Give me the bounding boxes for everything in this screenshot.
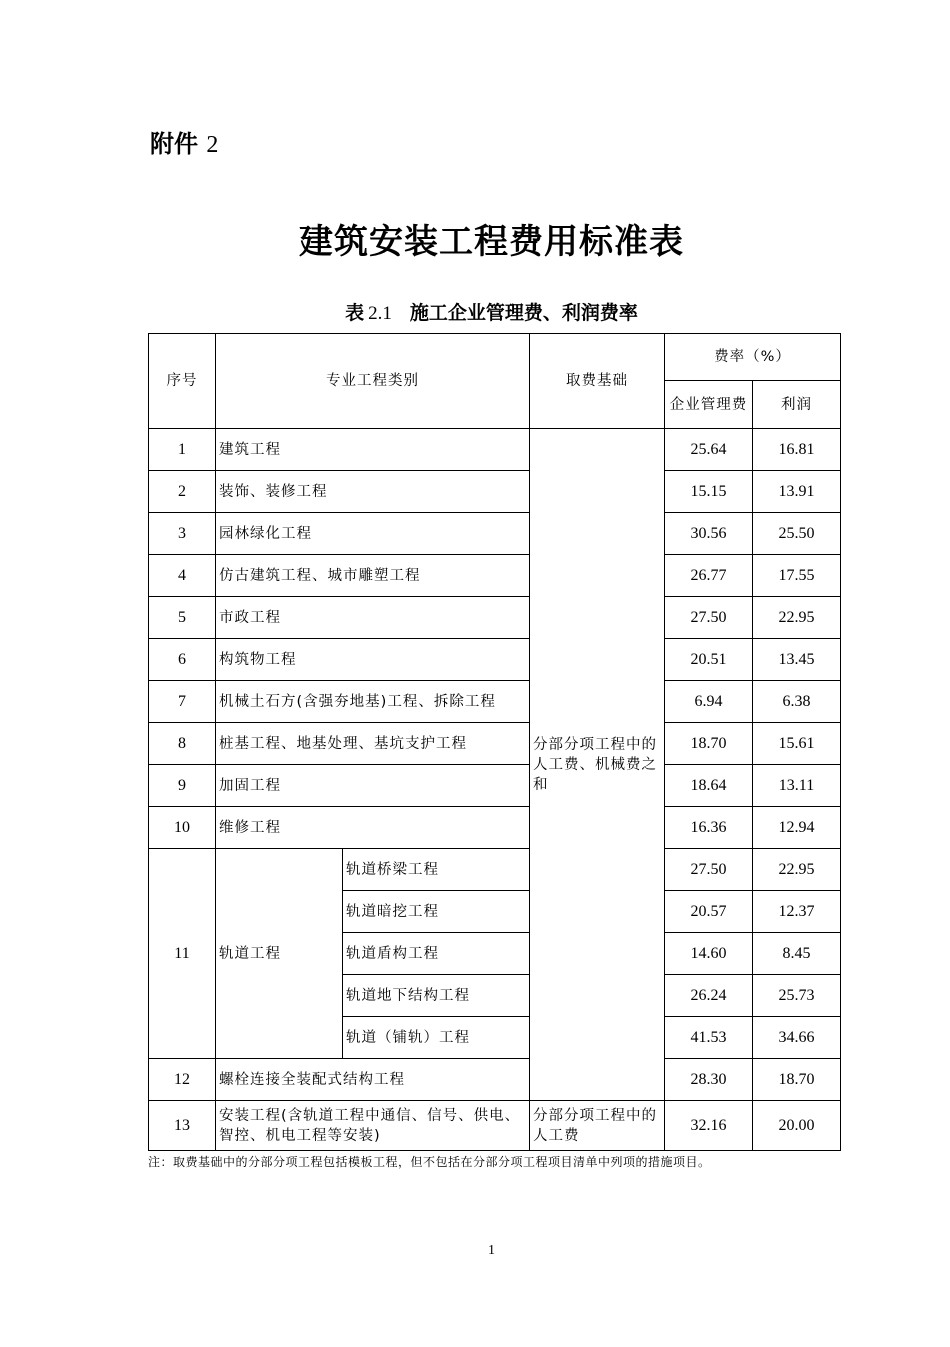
row-profit-rate: 18.70 [753,1059,841,1101]
table-note: 注：取费基础中的分部分项工程包括模板工程，但不包括在分部分项工程项目清单中列项的措施项目。 [148,1155,711,1169]
row-category: 安装工程(含轨道工程中通信、信号、供电、智控、机电工程等安装) [216,1101,530,1151]
row-seq: 6 [149,639,216,681]
row-profit-rate: 16.81 [753,429,841,471]
row-profit-rate: 22.95 [753,849,841,891]
row-profit-rate: 13.91 [753,471,841,513]
row-mgmt-rate: 20.51 [665,639,753,681]
table-title [0,298,950,325]
row-seq: 8 [149,723,216,765]
row-profit-rate: 13.11 [753,765,841,807]
row-profit-rate: 25.50 [753,513,841,555]
table-row [149,597,841,639]
row-mgmt-rate: 25.64 [665,429,753,471]
table-row [149,1101,841,1151]
row-mgmt-rate: 27.50 [665,849,753,891]
row-category: 建筑工程 [216,429,530,471]
header-rate: 费率（%） [665,334,841,381]
row-profit-rate: 12.37 [753,891,841,933]
table-title-prefix: 表 [345,302,365,324]
row-category: 市政工程 [216,597,530,639]
header-seq: 序号 [149,334,216,429]
row-profit-rate: 34.66 [753,1017,841,1059]
table-row [149,723,841,765]
table-row [149,1059,841,1101]
row-profit-rate: 25.73 [753,975,841,1017]
table-title-number: 2.1 [368,303,392,324]
row-category: 桩基工程、地基处理、基坑支护工程 [216,723,530,765]
row-seq: 3 [149,513,216,555]
row-category: 螺栓连接全装配式结构工程 [216,1059,530,1101]
row-mgmt-rate: 26.24 [665,975,753,1017]
row-seq: 10 [149,807,216,849]
header-mgmt: 企业管理费 [665,381,753,429]
row-mgmt-rate: 41.53 [665,1017,753,1059]
row-profit-rate: 12.94 [753,807,841,849]
row-mgmt-rate: 26.77 [665,555,753,597]
row-category: 装饰、装修工程 [216,471,530,513]
row-seq: 11 [149,849,216,1059]
row-seq: 4 [149,555,216,597]
table-row [149,639,841,681]
attachment-label [150,124,218,159]
row-mgmt-rate: 32.16 [665,1101,753,1151]
row-mgmt-rate: 16.36 [665,807,753,849]
table-row [149,849,841,891]
table-row [149,513,841,555]
basis-main-cell: 分部分项工程中的人工费、机械费之和 [530,429,665,1101]
row-mgmt-rate: 30.56 [665,513,753,555]
row-category: 构筑物工程 [216,639,530,681]
table-row [149,555,841,597]
row-seq: 7 [149,681,216,723]
table-row [149,807,841,849]
row-mgmt-rate: 18.70 [665,723,753,765]
row-profit-rate: 8.45 [753,933,841,975]
row-seq: 12 [149,1059,216,1101]
row-seq: 13 [149,1101,216,1151]
row-category: 机械土石方(含强夯地基)工程、拆除工程 [216,681,530,723]
row-subcategory: 轨道地下结构工程 [343,975,530,1017]
row-seq: 9 [149,765,216,807]
row-seq: 2 [149,471,216,513]
header-profit: 利润 [753,381,841,429]
row-profit-rate: 13.45 [753,639,841,681]
row-profit-rate: 17.55 [753,555,841,597]
attachment-number: 2 [206,132,219,158]
header-category: 专业工程类别 [216,334,530,429]
table-row [149,429,841,471]
row-category: 园林绿化工程 [216,513,530,555]
attachment-text: 附件 [150,130,198,158]
row-basis: 分部分项工程中的人工费 [530,1101,665,1151]
row-subcategory: 轨道盾构工程 [343,933,530,975]
fee-rate-table [148,333,841,1151]
row-subcategory: 轨道暗挖工程 [343,891,530,933]
table-row [149,471,841,513]
row-mgmt-rate: 20.57 [665,891,753,933]
row-profit-rate: 15.61 [753,723,841,765]
row-category: 加固工程 [216,765,530,807]
row-profit-rate: 20.00 [753,1101,841,1151]
document-title: 建筑安装工程费用标准表 [299,222,684,262]
row-profit-rate: 22.95 [753,597,841,639]
row-seq: 1 [149,429,216,471]
row-profit-rate: 6.38 [753,681,841,723]
table-row [149,681,841,723]
row-category: 维修工程 [216,807,530,849]
row-subcategory: 轨道桥梁工程 [343,849,530,891]
row-subcategory: 轨道（铺轨）工程 [343,1017,530,1059]
row-mgmt-rate: 28.30 [665,1059,753,1101]
header-basis: 取费基础 [530,334,665,429]
row-mgmt-rate: 6.94 [665,681,753,723]
page-number: 1 [488,1243,495,1258]
row-mgmt-rate: 15.15 [665,471,753,513]
table-row [149,765,841,807]
row-category: 仿古建筑工程、城市雕塑工程 [216,555,530,597]
row-category: 轨道工程 [216,849,343,1059]
row-seq: 5 [149,597,216,639]
table-title-text: 施工企业管理费、利润费率 [409,302,638,324]
row-mgmt-rate: 27.50 [665,597,753,639]
row-mgmt-rate: 18.64 [665,765,753,807]
row-mgmt-rate: 14.60 [665,933,753,975]
